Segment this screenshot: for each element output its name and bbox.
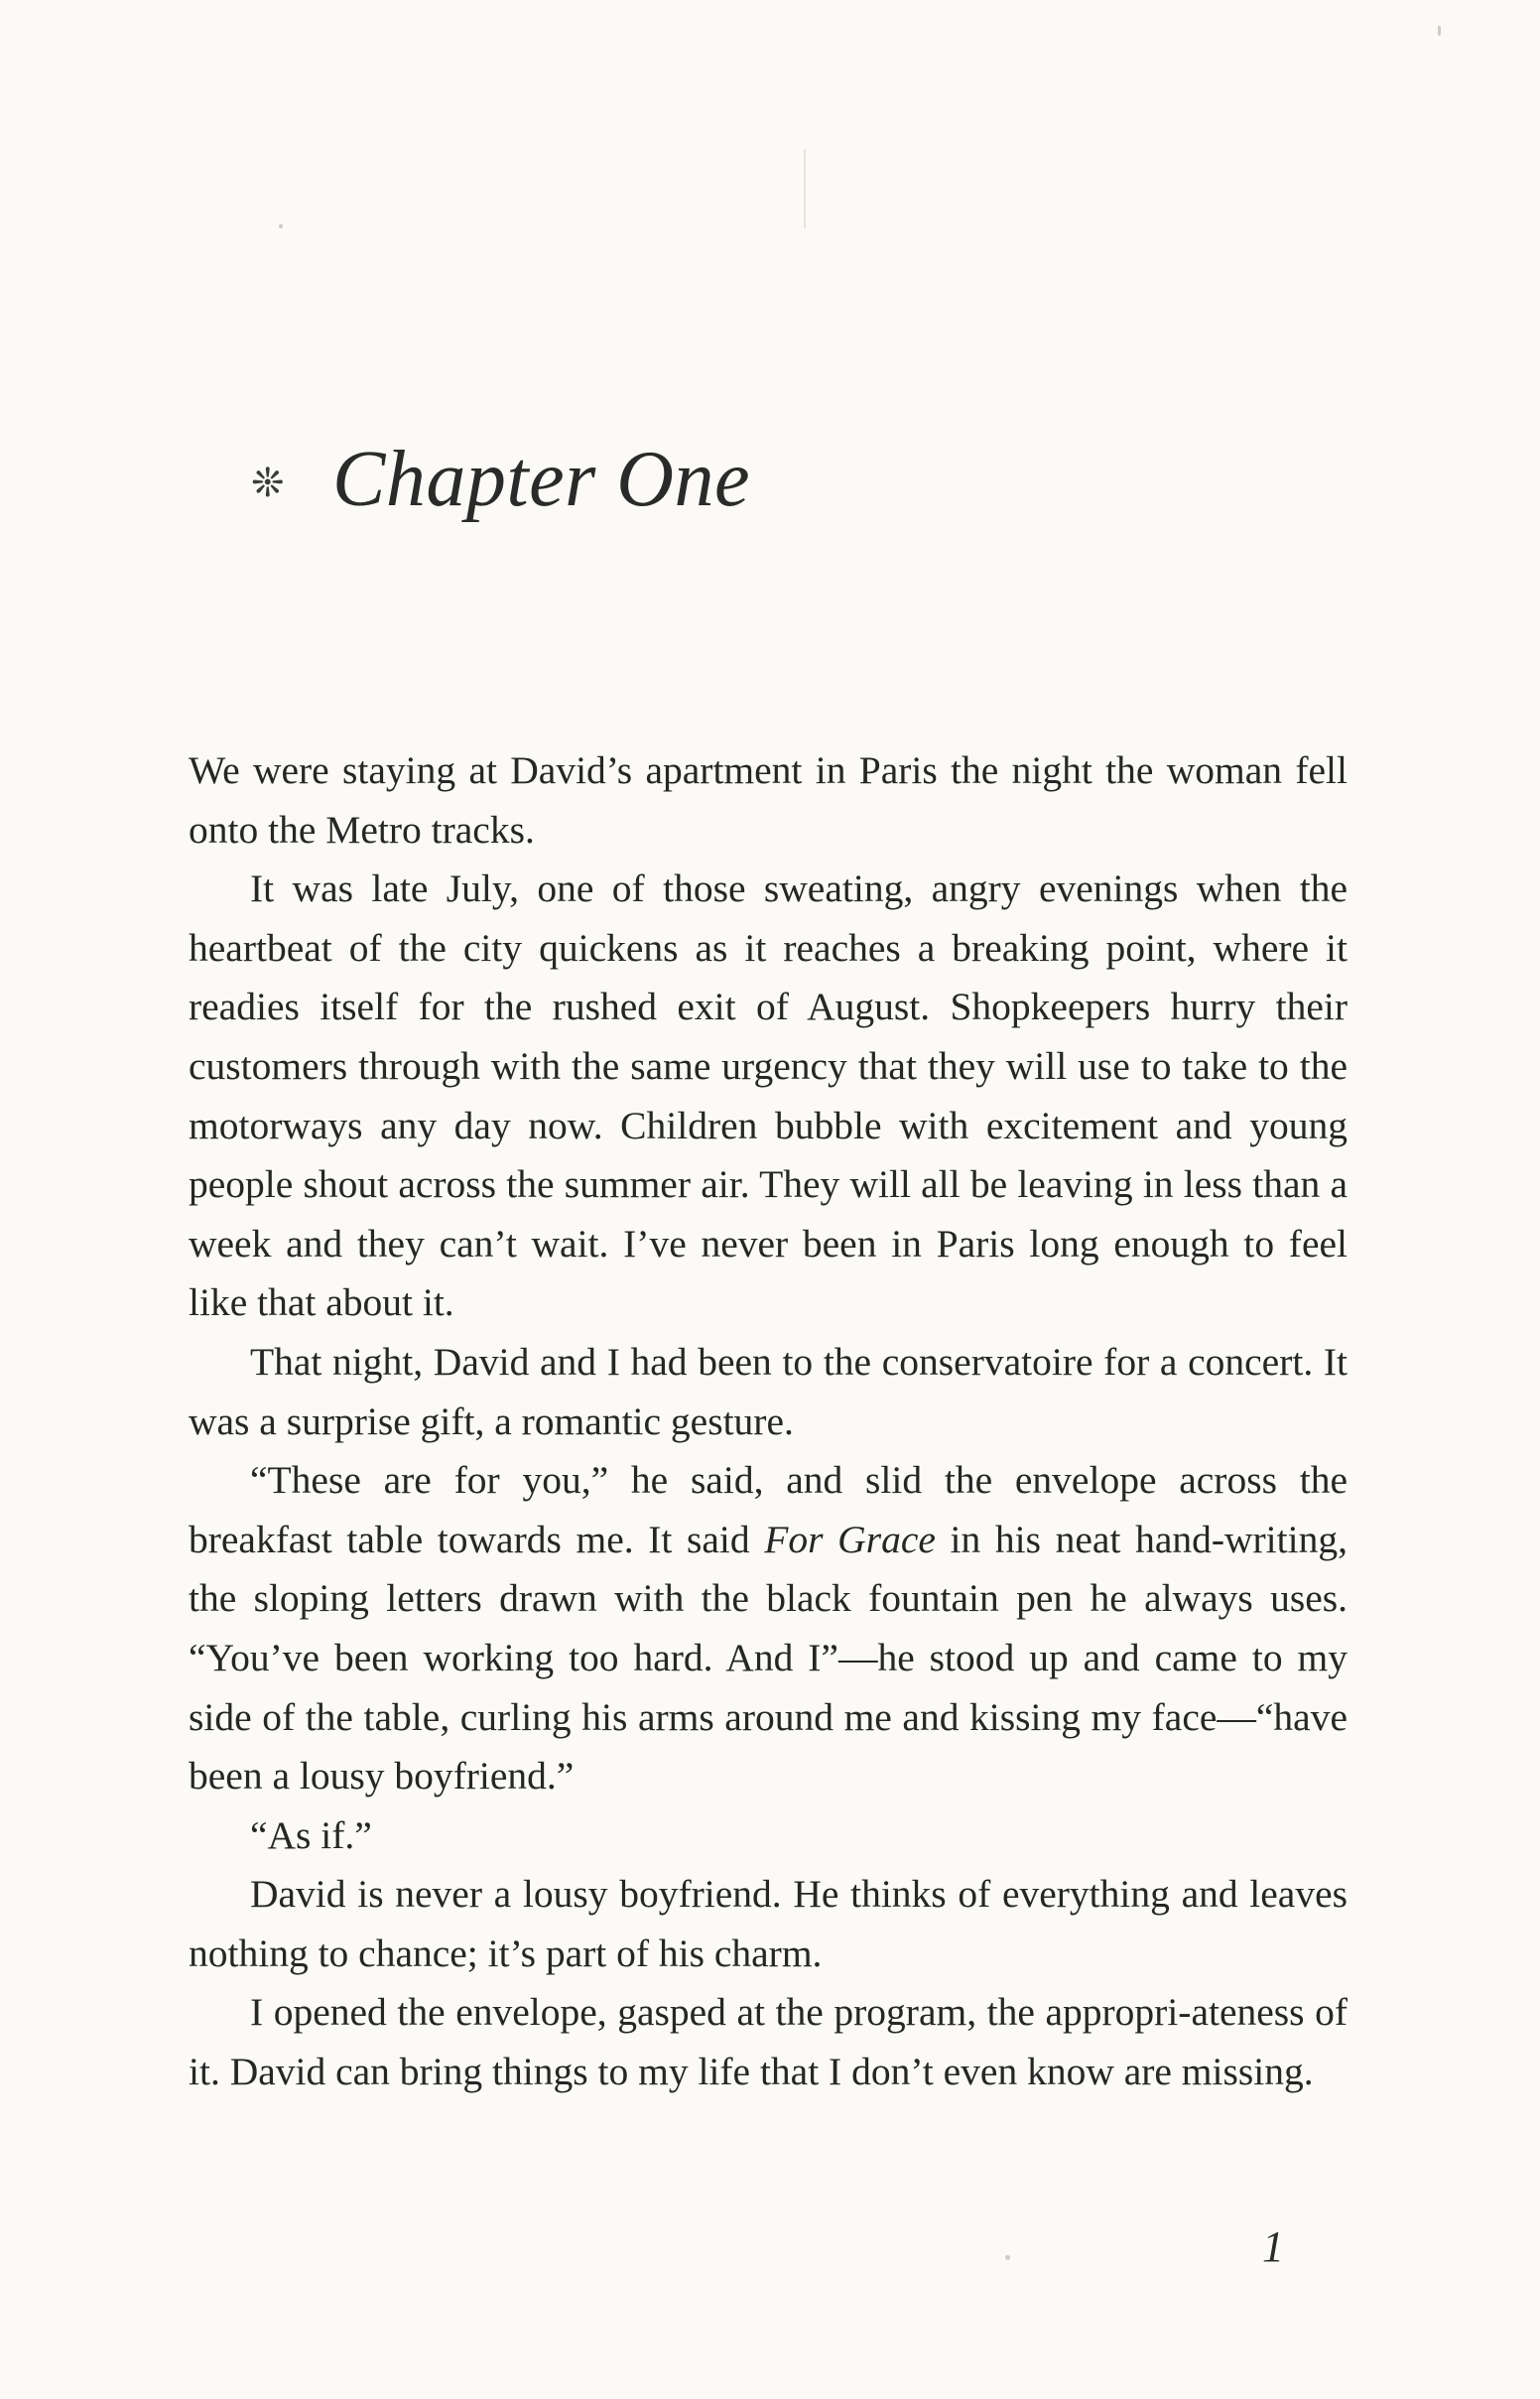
paper-speck <box>1005 2255 1010 2260</box>
paragraph: We were staying at David’s apartment in Paris the night the woman fell onto the Metro tracks. <box>189 748 1348 852</box>
page-number: 1 <box>1262 2222 1284 2271</box>
paragraph: David is never a lousy boyfriend. He thinks of everything and leaves nothing to chance; it’s part of his charm. <box>189 1872 1348 1975</box>
paper-speck <box>804 149 806 228</box>
chapter-heading <box>251 425 750 534</box>
paragraph: That night, David and I had been to the conservatoire for a concert. It was a surprise gift, a romantic gesture. <box>189 1339 1348 1443</box>
paragraph <box>189 1451 1348 1806</box>
paragraph: I opened the envelope, gasped at the program, the appropri-ateness of it. David can bring things to my life that I don’t even know are missing. <box>189 1990 1348 2094</box>
paragraph-text: “These are for you,” he said, and slid the envelope across the breakfast table towards me. It said <box>189 1458 1348 1561</box>
paragraph: “As if.” <box>250 1812 372 1857</box>
chapter-title: Chapter One <box>332 435 751 523</box>
italic-title: For Grace <box>764 1517 936 1561</box>
body-text <box>189 741 1348 2102</box>
paper-speck <box>1438 26 1441 36</box>
flower-ornament-icon: ❊ <box>251 461 285 505</box>
paper-speck <box>279 224 283 228</box>
paragraph: It was late July, one of those sweating, angry evenings when the heartbeat of the city quickens as it reaches a breaking point, where it readies itself for the rushed exit of August. Shopkeepers hurry their customers through with the same urgency that they will use to take to the motorways any day now. Children bubble with excitement and young people shout across the summer air. They will all be leaving in less than a week and they can’t wait. I’ve never been in Paris long enough to feel like that about it. <box>189 866 1348 1325</box>
paragraph-text: in his neat hand-writing, the sloping letters drawn with the black fountain pen he always uses. “You’ve been working too hard. And I”—he stood up and came to my side of the table, curling his arms around me and kissing my face—“have been a lousy boyfriend.” <box>189 1517 1348 1799</box>
